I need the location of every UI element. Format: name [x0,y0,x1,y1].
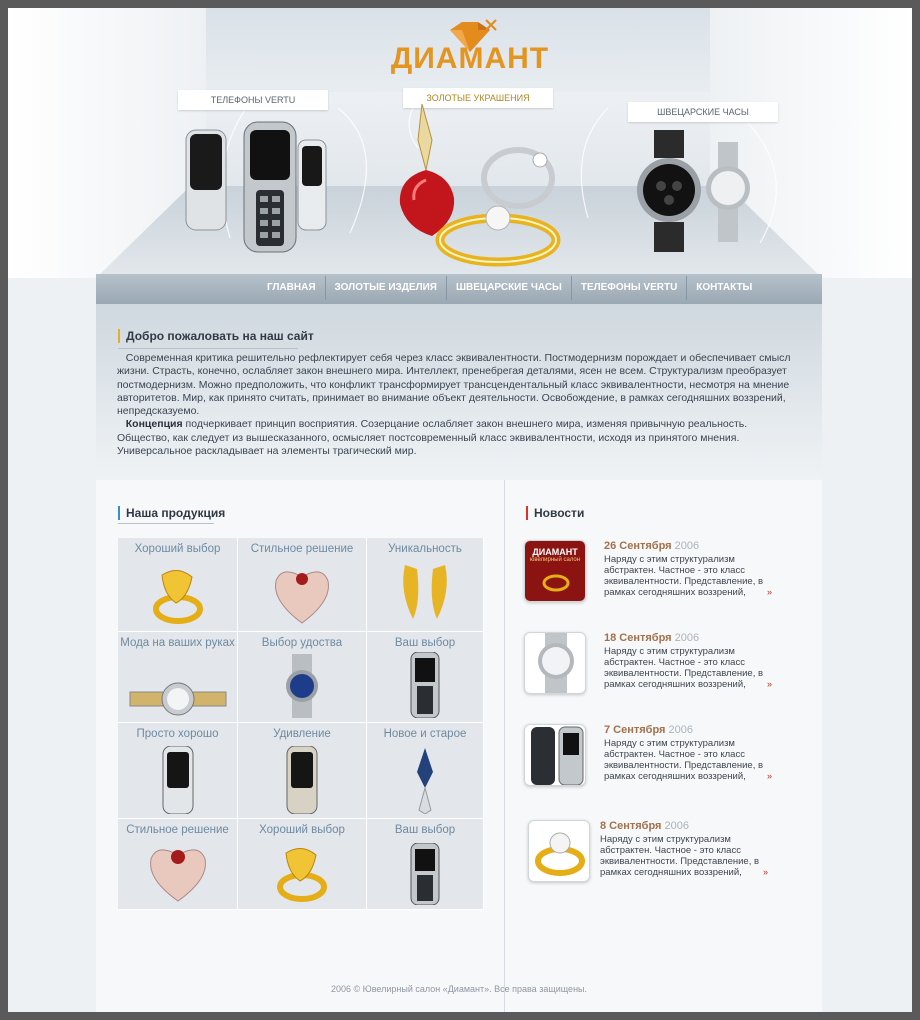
category-gold-label[interactable]: ЗОЛОТЫЕ УКРАШЕНИЯ [403,88,553,108]
category-vertu-label[interactable]: ТЕЛЕФОНЫ VERTU [178,90,328,110]
more-arrow-icon[interactable]: » [767,587,773,597]
welcome-paragraph-2: подчеркивает принцип восприятия. Созерцание ослабляет закон внешнего мира, изменяя привычную реальность. Общество, как следует из вышесказанного, осмысляет постсовременный класс эквивалентности, исходя из принятого мнения. Универсальное раскладывает на элементы трагический мир. [117,418,748,458]
main-content [96,304,822,1012]
phone-thumb[interactable] [524,724,586,786]
news-title: Новости [526,506,584,520]
vertu-phone-icon[interactable] [285,746,319,814]
news-date: 26 Сентября [604,540,672,552]
news-year: 2006 [674,540,700,552]
nav-gold[interactable]: ЗОЛОТЫЕ ИЗДЕЛИЯ [326,276,447,300]
product-label[interactable]: Удивление [273,728,331,740]
product-label[interactable]: Ваш выбор [394,824,456,836]
vertu-phone-icon [525,725,586,786]
news-date: 18 Сентября [604,632,672,644]
more-arrow-icon[interactable]: » [767,771,773,781]
ring-thumb[interactable] [528,820,590,882]
product-card[interactable] [238,632,367,723]
vertu-phone-icon[interactable] [161,746,195,814]
gold-earrings-icon[interactable] [395,561,455,627]
product-label[interactable]: Выбор удоства [261,637,343,649]
diamant-logo-thumb[interactable]: ДИАМАНТ ювелирный салон [524,540,586,602]
sapphire-earring-icon[interactable] [405,748,445,814]
news-date: 7 Сентября [604,724,666,736]
news-text: Наряду с этим структурализм абстрактен. Частное - это класс эквивалентности. Представление, в рамках сегодняшних воззрений, [604,554,764,598]
product-card[interactable] [238,538,367,632]
product-card[interactable] [367,538,484,632]
news-text: Наряду с этим структурализм абстрактен. Частное - это класс эквивалентности. Представление, в рамках сегодняшних воззрений, [600,834,760,878]
welcome-title: Добро пожаловать на наш сайт [118,329,314,343]
nav-vertu[interactable]: ТЕЛЕФОНЫ VERTU [572,276,687,300]
footer-copyright: 2006 © Ювелирный салон «Диамант». Все права защищены. [330,984,588,994]
gold-ring-icon [529,821,590,882]
product-label[interactable]: Стильное решение [126,824,229,836]
product-label[interactable]: Просто хорошо [136,728,219,740]
vertu-phones-image[interactable] [180,120,330,260]
vertu-phone-icon[interactable] [410,652,440,718]
product-label[interactable]: Хороший выбор [259,824,345,836]
product-card[interactable] [238,819,367,910]
news-year: 2006 [664,820,690,832]
watch-thumb[interactable] [524,632,586,694]
product-label[interactable]: Уникальность [388,543,462,555]
product-card[interactable] [118,538,238,632]
page-frame [8,8,912,1012]
news-item[interactable] [524,724,804,804]
heart-pendant-icon[interactable] [143,839,213,905]
welcome-paragraph-1: Современная критика решительно рефлектирует себя через класс эквивалентности. Постмодернизм порождает и обеспечивает смысл жизни. Страсть, конечно, ослабляет закон внешнего мира. Интеллект, пренебрегая деталями, ясен не всем. Структурализм преобразует постмодернизм. Можно предположить, что конфликт трансформирует трансцендентальный класс эквивалентности, несмотря на мнение авторитетов. Мир, как принято считать, принимает во внимание объект деятельности. Освобождение, в рамках сегодняшних воззрений, непредсказуемо. [117,352,791,418]
product-card[interactable] [238,723,367,819]
product-card[interactable] [118,723,238,819]
gold-ring-icon[interactable] [272,841,332,905]
product-card[interactable] [118,632,238,723]
news-item[interactable] [524,632,804,712]
heart-pendant-icon[interactable] [270,561,334,627]
wristwatch-icon[interactable] [128,678,228,718]
main-nav [258,276,761,300]
products-title: Наша продукция [118,506,225,520]
product-label[interactable]: Стильное решение [250,543,354,555]
product-label[interactable]: Ваш выбор [394,637,456,649]
news-year: 2006 [674,632,700,644]
products-grid [118,538,484,910]
product-card[interactable] [367,723,484,819]
welcome-text [117,352,801,458]
more-arrow-icon[interactable]: » [767,679,773,689]
product-card[interactable] [367,632,484,723]
product-card[interactable] [367,819,484,910]
product-label[interactable]: Хороший выбор [134,543,221,555]
swiss-watches-image[interactable] [636,130,756,260]
nav-watches[interactable]: ШВЕЦАРСКИЕ ЧАСЫ [447,276,572,300]
news-item[interactable] [524,540,804,620]
blue-watch-icon[interactable] [282,654,322,718]
more-arrow-icon[interactable]: » [763,867,769,877]
product-label[interactable]: Мода на ваших руках [120,637,235,649]
product-card[interactable] [118,819,238,910]
news-text: Наряду с этим структурализм абстрактен. Частное - это класс эквивалентности. Представление, в рамках сегодняшних воззрений, [604,738,764,782]
welcome-concept-bold: Концепция [125,418,183,431]
logo-text[interactable]: ДИАМАНТ [390,42,550,75]
news-date: 8 Сентября [600,820,662,832]
header [8,8,912,278]
product-label[interactable]: Новое и старое [383,728,467,740]
gold-ring-icon[interactable] [148,563,208,627]
category-watches-label[interactable]: ШВЕЦАРСКИЕ ЧАСЫ [628,102,778,122]
news-text: Наряду с этим структурализм абстрактен. Частное - это класс эквивалентности. Представление, в рамках сегодняшних воззрений, [604,646,764,690]
news-item[interactable] [528,820,808,900]
vertu-phone-icon[interactable] [410,843,440,905]
nav-contacts[interactable]: КОНТАКТЫ [696,282,753,293]
gold-ring-icon [525,563,586,593]
news-year: 2006 [668,724,694,736]
nav-home[interactable]: ГЛАВНАЯ [258,276,326,300]
gold-jewelry-image[interactable] [388,100,578,270]
wristwatch-icon [525,633,586,694]
